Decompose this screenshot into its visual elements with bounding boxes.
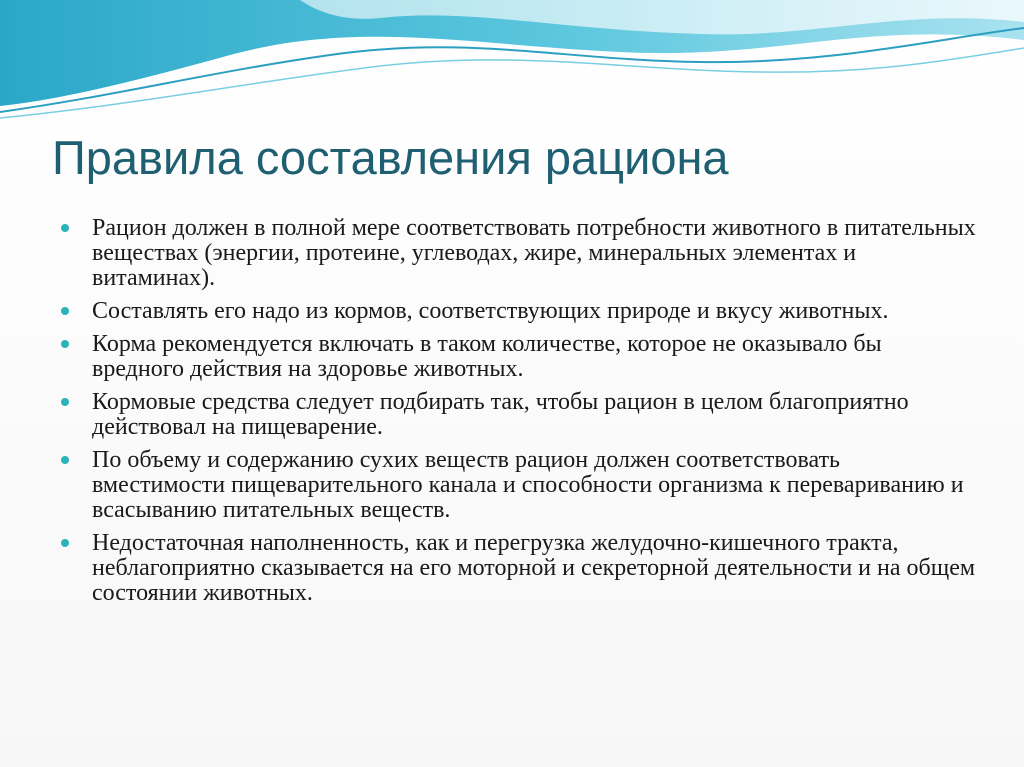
slide-title: Правила составления рациона: [52, 131, 729, 184]
list-item: [58, 332, 978, 382]
list-item-text: Корма рекомендуется включать в таком количестве, которое не оказывало бы вредного действия на здоровье животных.: [92, 331, 882, 382]
list-item: [58, 448, 978, 523]
list-item-text: Недостаточная наполненность, как и перегрузка желудочно-кишечного тракта, неблагоприятно сказывается на его моторной и секреторной деятельности и на общем состоянии животных.: [92, 530, 976, 606]
list-item-text: Кормовые средства следует подбирать так, чтобы рацион в целом благоприятно действовал на пищеварение.: [92, 389, 909, 440]
bullet-dot-icon: [61, 398, 69, 406]
bullet-list: [58, 216, 978, 614]
bullet-dot-icon: [61, 224, 69, 232]
list-item-text: Составлять его надо из кормов, соответствующих природе и вкусу животных.: [92, 298, 889, 324]
list-item-text: По объему и содержанию сухих веществ рацион должен соответствовать вместимости пищеварительного канала и способности организма к перевариванию и всасыванию питательных веществ.: [92, 447, 964, 523]
list-item: [58, 390, 978, 440]
list-item: [58, 216, 978, 291]
decorative-wave-header: [0, 0, 1024, 130]
bullet-dot-icon: [61, 539, 69, 547]
list-item: [58, 299, 978, 324]
list-item-text: Рацион должен в полной мере соответствовать потребности животного в питательных веществах (энергии, протеине, углеводах, жире, минеральных элементах и витаминах).: [92, 215, 976, 291]
list-item: [58, 531, 978, 606]
bullet-dot-icon: [61, 340, 69, 348]
bullet-dot-icon: [61, 307, 69, 315]
bullet-dot-icon: [61, 456, 69, 464]
